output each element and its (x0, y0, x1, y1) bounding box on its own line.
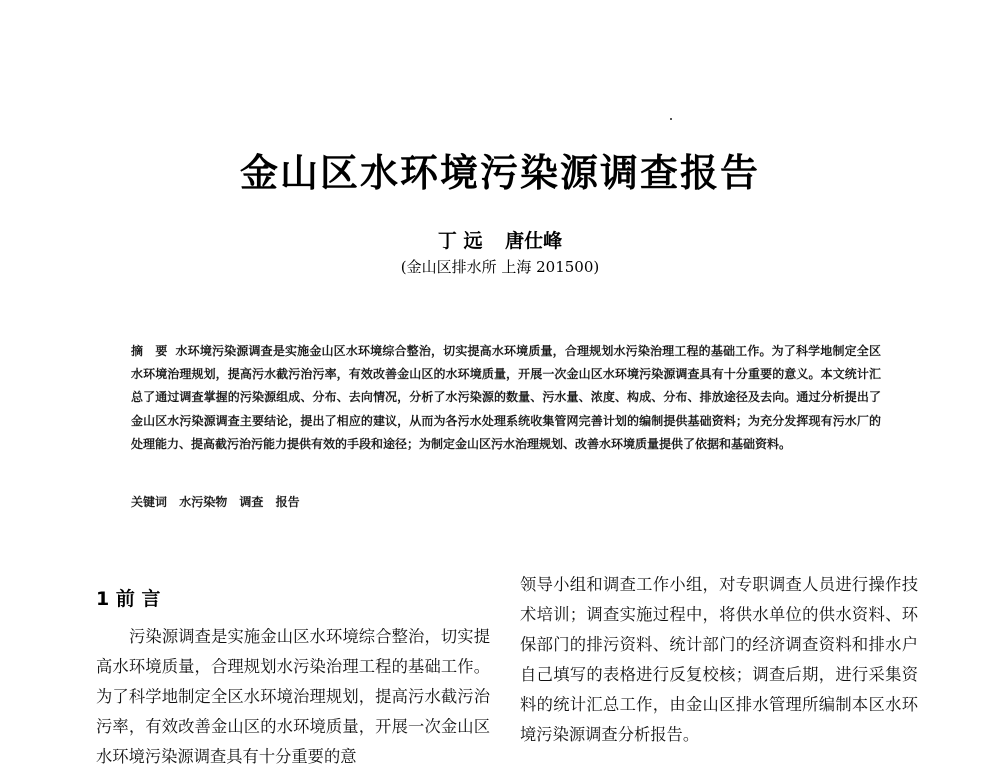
author-1: 丁 远 (437, 230, 483, 252)
keywords (131, 493, 881, 510)
author-2: 唐仕峰 (505, 230, 563, 252)
affiliation: (金山区排水所 上海 201500) (400, 258, 600, 276)
keyword-1: 水污染物 (179, 495, 228, 509)
abstract-label: 摘 要 (131, 344, 168, 358)
keyword-2: 调查 (239, 495, 264, 509)
section-heading: 1 前 言 (96, 588, 161, 610)
author-list (0, 226, 1000, 253)
abstract (131, 340, 881, 456)
body-column-right: 领导小组和调查工作小组，对专职调查人员进行操作技术培训；调查实施过程中，将供水单位的供水资料、环保部门的排污资料、统计部门的经济调查资料和排水户自己填写的表格进行反复校核；调查后期，进行采集资料的统计汇总工作，由金山区排水管理所编制本区水环境污染源调查分析报告。 (520, 575, 918, 744)
keywords-label: 关键词 (131, 495, 168, 509)
scan-speck (670, 118, 672, 120)
paper-title: 金山区水环境污染源调查报告 (239, 150, 760, 195)
body-column-left: 污染源调查是实施金山区水环境综合整治，切实提高水环境质量，合理规划水污染治理工程的基础工作。为了科学地制定全区水环境治理规划，提高污水截污治污率，有效改善金山区的水环境质量，开展一次金山区水环境污染源调查具有十分重要的意 (96, 627, 490, 766)
abstract-text: 水环境污染源调查是实施金山区水环境综合整治，切实提高水环境质量，合理规划水污染治理工程的基础工作。为了科学地制定全区水环境治理规划，提高污水截污治污率，有效改善金山区的水环境质量，开展一次金山区水环境污染源调查具有十分重要的意义。本文统计汇总了通过调查掌握的污染源组成、分布、去向情况，分析了水污染源的数量、污水量、浓度、构成、分布、排放途径及去向。通过分析提出了金山区水污染源调查主要结论，提出了相应的建议，从而为各污水处理系统收集管网完善计划的编制提供基础资料；为充分发挥现有污水厂的处理能力、提高截污治污能力提供有效的手段和途径；为制定金山区污水治理规划、改善水环境质量提供了依据和基础资料。 (131, 344, 881, 451)
keyword-3: 报告 (275, 495, 300, 509)
